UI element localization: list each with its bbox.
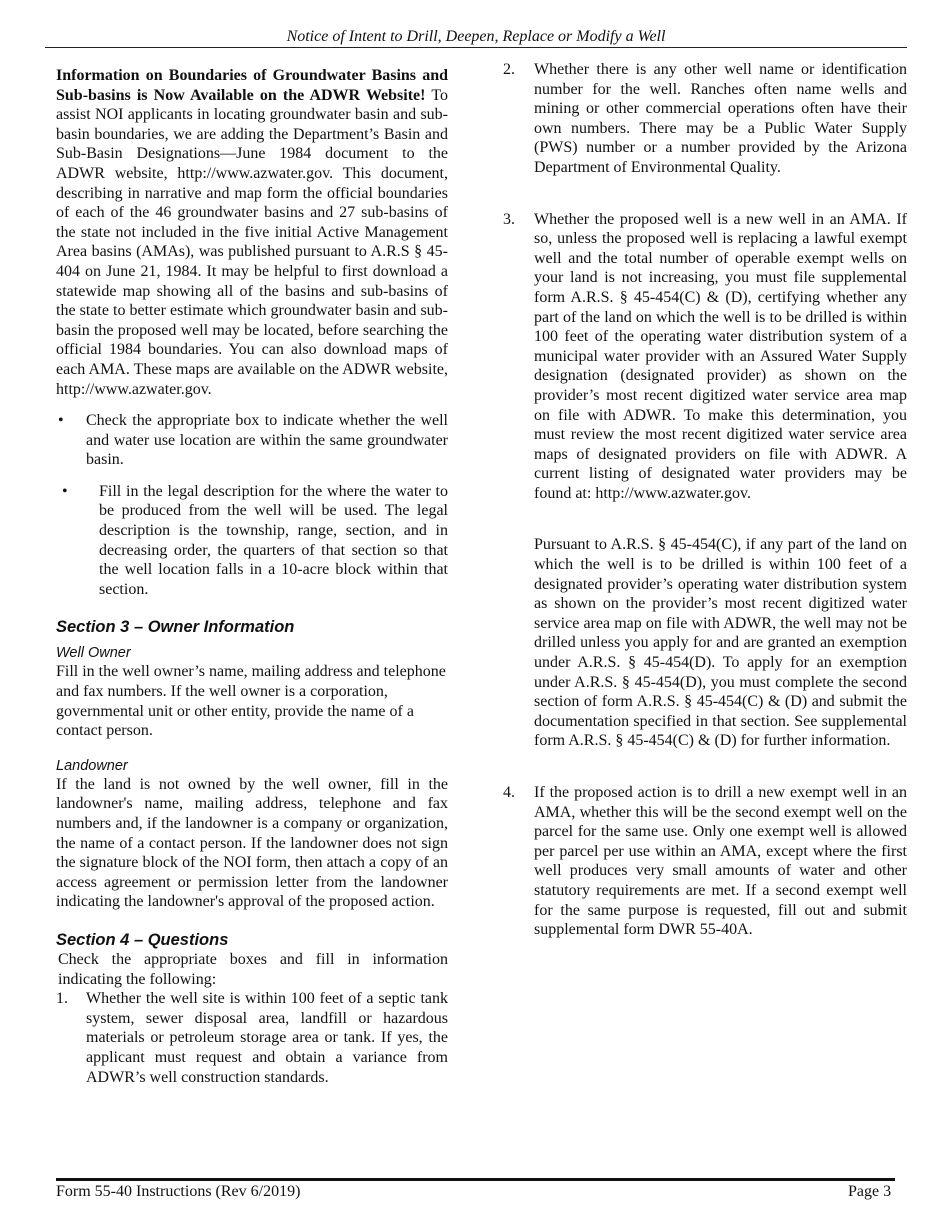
bullet-text: Fill in the legal description for the where the water to be produced from the well will be used. The legal description is the township, range, section, and in decreasing order, the quarters of that section so that the well location falls in a 10-acre block within that section. [99, 482, 448, 598]
bullet-legal-description [56, 482, 448, 600]
question-item-2 [500, 60, 907, 178]
landowner-text: If the land is not owned by the well owner, fill in the landowner's name, mailing address, telephone and fax numbers and, if the landowner is a company or organization, the name of a contact person. If the landowner does not sign the signature block of the NOI form, then attach a copy of an access agreement or permission letter from the landowner indicating the landowner's approval of the proposed action. [56, 775, 448, 911]
bullet-text: Check the appropriate box to indicate whether the well and water use location are within the same groundwater basin. [86, 412, 448, 469]
well-owner-text: Fill in the well owner’s name, mailing address and telephone and fax numbers. If the well owner is a corporation, governmental unit or other entity, provide the name of a contact person. [56, 663, 446, 740]
item-number: 1. [56, 990, 68, 1008]
item-number: 3. [503, 210, 515, 228]
item-text: Whether the proposed well is a new well in an AMA. If so, unless the proposed well is replacing a lawful exempt well and the total number of operable exempt wells on your land is not increasing, you must file supplemental form A.R.S. § 45-454(C) & (D), certifying whether any part of the land on which the well is to be drilled is within 100 feet of the operating water distribution system of a municipal water provider with an Assured Water Supply designation (designated provider) as shown on the provider’s most recent digitized water service area map on file with ADWR. To make this determination, you must review the most recent digitized water service area maps of designated providers on file with ADWR. A current listing of designated water providers may be found at: http://www.azwater.gov. [534, 210, 907, 502]
bullet-same-basin [56, 411, 448, 470]
intro-bold-text: Information on Boundaries of Groundwater Basins and Sub-basins is Now Available on the ADWR Website! [56, 67, 448, 104]
item-text: If the proposed action is to drill a new exempt well in an AMA, whether this will be the second exempt well on the parcel for the same use. Only one exempt well is allowed per parcel per use within an AMA, except where the first well produces very small amounts of water and other statutory requirements are met. If a second exempt well for the same purpose is requested, fill out and submit supplemental form DWR 55-40A. [534, 784, 907, 939]
section-3-title: Section 3 – Owner Information [56, 618, 295, 637]
footer-page-number: Page 3 [848, 1183, 892, 1200]
landowner-title: Landowner [56, 757, 128, 774]
page-header: Notice of Intent to Drill, Deepen, Replace or Modify a Well [45, 28, 907, 48]
footer-divider [56, 1178, 895, 1181]
intro-text: To assist NOI applicants in locating groundwater basin and sub-basin boundaries, we are adding the Department’s Basin and Sub-Basin Designations—June 1984 document to the ADWR website, http://www.azwater.gov. This document, describing in narrative and map form the official boundaries of each of the 46 groundwater basins and 27 sub-basins of the state not included in the five initial Active Management Area basins (AMAs), was published pursuant to A.R.S § 45-404 on June 21, 1984. It may be helpful to first download a statewide map showing all of the basins and sub-basins of the state to better estimate which groundwater basin and sub-basin the proposed well may be located, before searching the official 1984 boundaries. You can also download maps of each AMA. These maps are available on the ADWR website, http://www.azwater.gov. [56, 86, 448, 398]
section-4-intro: Check the appropriate boxes and fill in information indicating the following: [58, 950, 448, 988]
right-column [500, 60, 907, 940]
item-text: Whether the well site is within 100 feet of a septic tank system, sewer disposal area, landfill or hazardous materials or petroleum storage area or tank. If yes, the applicant must request and obtain a variance from ADWR’s well construction standards. [86, 990, 448, 1086]
item-text: Whether there is any other well name or identification number for the well. Ranches often name wells and mining or other commercial operations often have their own numbers. There may be a Public Water Supply (PWS) number or a number provided by the Arizona Department of Environmental Quality. [534, 61, 907, 176]
section-4-title: Section 4 – Questions [56, 930, 229, 949]
item-number: 2. [503, 61, 515, 78]
intro-paragraph [56, 66, 448, 399]
bullet-icon: • [62, 482, 68, 500]
item-3-paragraph-2: Pursuant to A.R.S. § 45-454(C), if any part of the land on which the well is to be drilled is within 100 feet of a designated provider’s operating water distribution system as shown on the provider’s most recent digitized water service area map on file with ADWR, the well may not be drilled unless you apply for and are granted an exemption under A.R.S. § 45-454(D). To apply for an exemption under A.R.S. § 45-454(D), you must complete the second section of form A.R.S. § 45-454(C) & (D) and submit the documentation specified in that section. See supplemental form A.R.S. § 45-454(C) & (D) for further information. [534, 536, 907, 750]
bullet-icon: • [58, 412, 64, 430]
well-owner-title: Well Owner [56, 645, 131, 662]
footer-form-label: Form 55-40 Instructions (Rev 6/2019) [56, 1183, 301, 1200]
question-item-4 [500, 783, 907, 940]
question-item-3 [500, 210, 907, 504]
item-number: 4. [503, 784, 515, 801]
question-item-1 [56, 989, 448, 1087]
left-column [56, 66, 448, 1087]
